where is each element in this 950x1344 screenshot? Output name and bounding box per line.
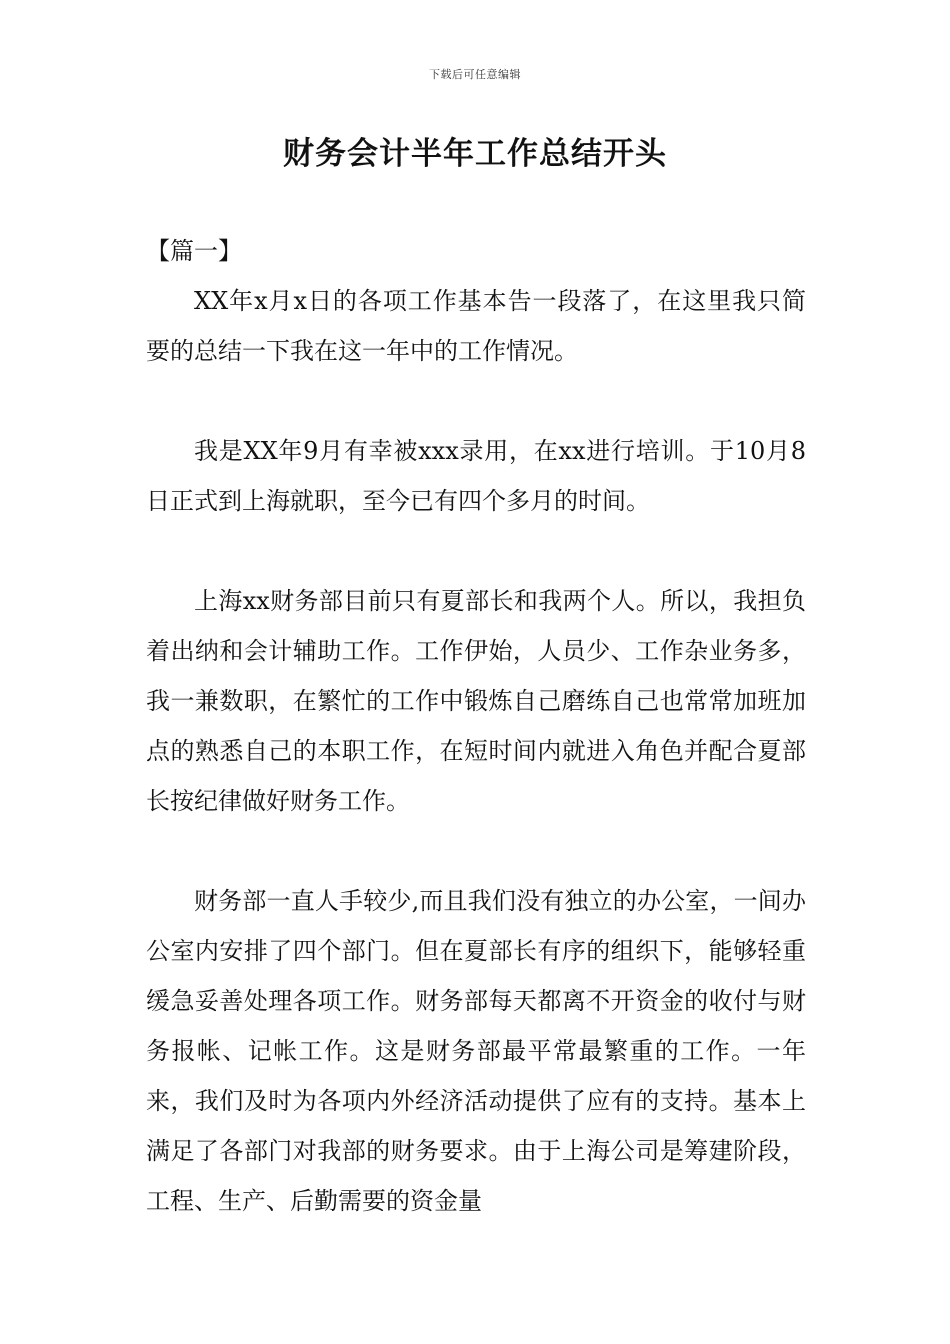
paragraph-3: 上海xx财务部目前只有夏部长和我两个人。所以，我担负着出纳和会计辅助工作。工作伊始，人员少、工作杂业务多，我一兼数职，在繁忙的工作中锻炼自己磨练自己也常常加班加点的熟悉自己的本职工作，在短时间内就进入角色并配合夏部长按纪律做好财务工作。: [146, 587, 806, 815]
document-title: 财务会计半年工作总结开头: [283, 136, 667, 172]
paragraph-2: 我是XX年9月有幸被xxx录用，在xx进行培训。于10月8日正式到上海就职，至今已有四个多月的时间。: [146, 437, 806, 515]
document-body: [146, 226, 806, 1226]
header-note: 下载后可任意编辑: [429, 68, 521, 81]
paragraph-4: 财务部一直人手较少,而且我们没有独立的办公室，一间办公室内安排了四个部门。但在夏部长有序的组织下，能够轻重缓急妥善处理各项工作。财务部每天都离不开资金的收付与财务报帐、记帐工作。这是财务部最平常最繁重的工作。一年来，我们及时为各项内外经济活动提供了应有的支持。基本上满足了各部门对我部的财务要求。由于上海公司是筹建阶段，工程、生产、后勤需要的资金量: [146, 887, 806, 1215]
paragraph-1: XX年x月x日的各项工作基本告一段落了，在这里我只简要的总结一下我在这一年中的工作情况。: [146, 287, 806, 365]
section-label: 【篇一】: [146, 237, 242, 265]
